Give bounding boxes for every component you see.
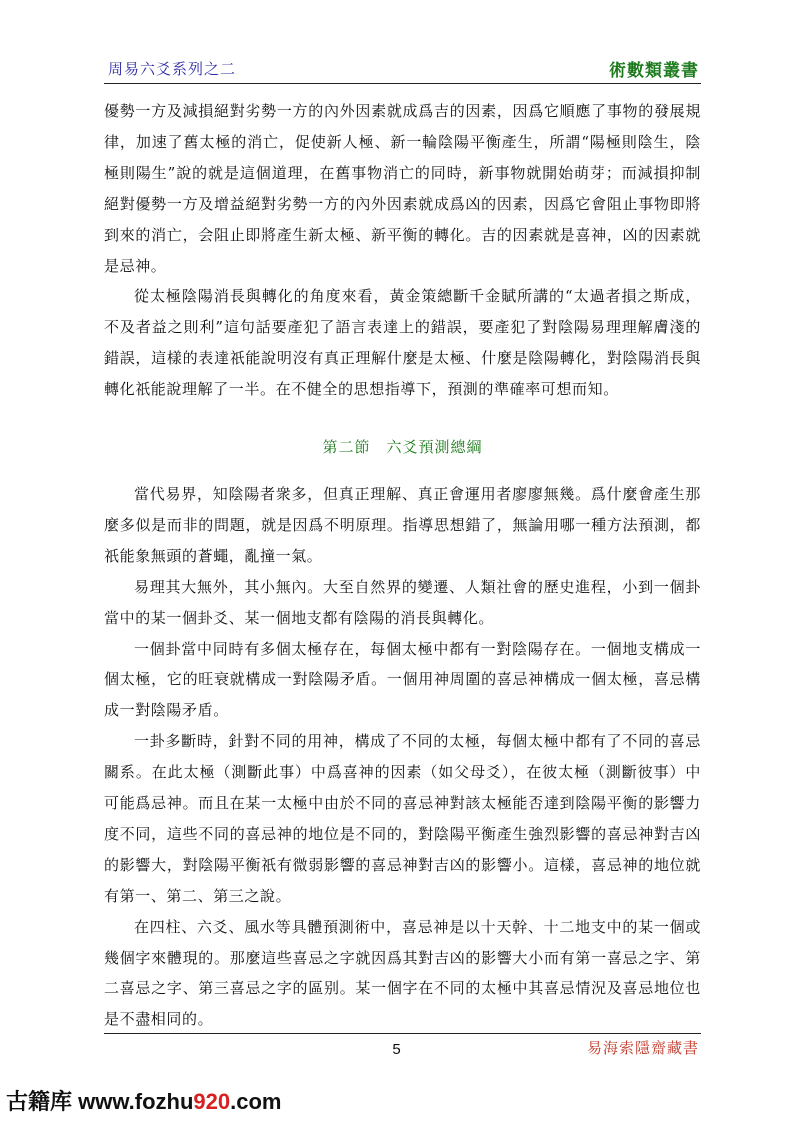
header-collection-title: 術數類叢書 [609, 61, 699, 81]
page-number: 5 [392, 1041, 401, 1058]
watermark [6, 1085, 281, 1116]
paragraph: 當代易界，知陰陽者衆多，但真正理解、真正會運用者廖廖無幾。爲什麼會產生那麼多似是而非的問題，就是因爲不明原理。指導思想錯了，無論用哪一種方法預測，都祇能象無頭的蒼蠅，亂撞一氣。 [104, 484, 701, 565]
paragraph: 優勢一方及減損絕對劣勢一方的內外因素就成爲吉的因素，因爲它順應了事物的發展規律，加速了舊太極的消亡，促使新人極、新一輪陰陽平衡產生，所謂“陽極則陰生，陰極則陽生”說的就是這個道理，在舊事物消亡的同時，新事物就開始萌芽；而減損抑制絕對優勢一方及增益絕對劣勢一方的內外因素就成爲凶的因素，因爲它會阻止事物即將到來的消亡，会阻止即將產生新太極、新平衡的轉化。吉的因素就是喜神，凶的因素就是忌神。 [104, 102, 701, 275]
paragraph: 易理其大無外，其小無內。大至自然界的變遷、人類社會的歷史進程，小到一個卦當中的某一個卦爻、某一個地支都有陰陽的消長與轉化。 [104, 577, 701, 627]
section-title: 第二節 六爻預測總綱 [322, 438, 483, 457]
paragraph: 一個卦當中同時有多個太極存在，每個太極中都有一對陰陽存在。一個地支構成一個太極，它的旺衰就構成一對陰陽矛盾。一個用神周圍的喜忌神構成一個太極，喜忌構成一對陰陽矛盾。 [104, 639, 701, 720]
paragraph: 一卦多斷時，針對不同的用神，構成了不同的太極，每個太極中都有了不同的喜忌關系。在此太極（測斷此事）中爲喜神的因素（如父母爻），在彼太極（測斷彼事）中可能爲忌神。而且在某一太極中由於不同的喜忌神對該太極能否達到陰陽平衡的影響力度不同，這些不同的喜忌神的地位是不同的，對陰陽平衡產生強烈影響的喜忌神對吉凶的影響大，對陰陽平衡祇有微弱影響的喜忌神對吉凶的影響小。這樣，喜忌神的地位就有第一、第二、第三之說。 [104, 732, 701, 905]
paragraph: 在四柱、六爻、風水等具體預測術中，喜忌神是以十天幹、十二地支中的某一個或幾個字來體現的。那麼這些喜忌之字就因爲其對吉凶的影響大小而有第一喜忌之字、第二喜忌之字、第三喜忌之字的區别。某一個字在不同的太極中其喜忌情況及喜忌地位也是不盡相同的。 [104, 917, 701, 1029]
page-body [104, 96, 701, 1035]
footer-rule [104, 1033, 701, 1034]
watermark-digits: 920 [193, 1089, 231, 1114]
paragraph: 從太極陰陽消長與轉化的角度來看，黃金策總斷千金賦所講的“太過者損之斯成，不及者益之則利”這句話要產犯了語言表達上的錯誤，要產犯了對陰陽易理理解膚淺的錯誤，這樣的表達祇能說明沒有真正理解什麼是太極、什麼是陰陽轉化，對陰陽消長與轉化祇能說理解了一半。在不健全的思想指導下，預測的準確率可想而知。 [104, 287, 701, 399]
header-rule [104, 83, 701, 84]
watermark-suffix: .com [230, 1089, 282, 1114]
watermark-prefix: 古籍库 www.fozhu [6, 1089, 194, 1114]
header-series-title: 周易六爻系列之二 [108, 60, 237, 78]
footer-library-name: 易海索隱齋藏書 [586, 1039, 699, 1057]
